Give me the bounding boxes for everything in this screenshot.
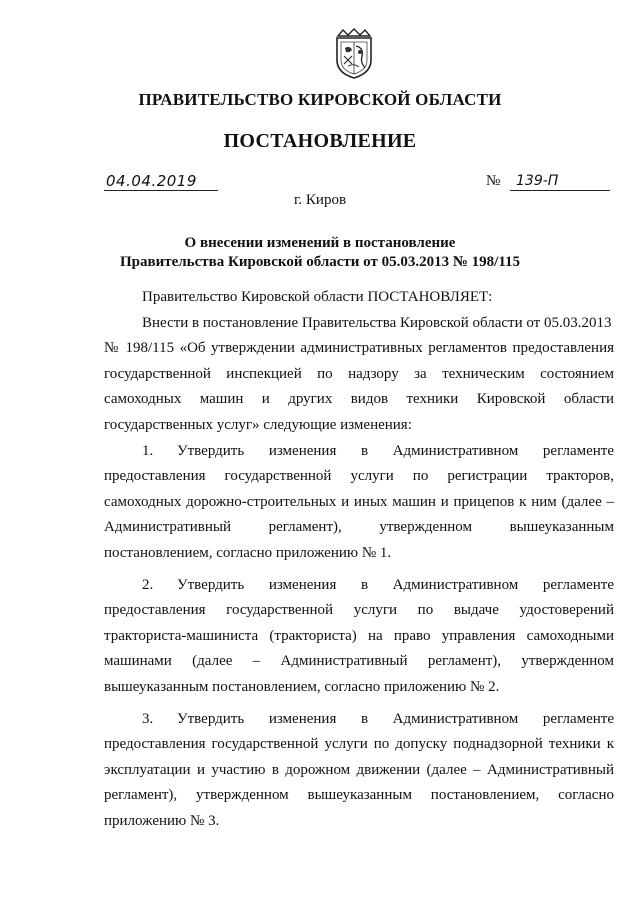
lead-line: Внести в постановление Правительства Кировской области от 05.03.2013 (142, 314, 612, 331)
lead-line: государственной инспекцией по надзору за техническим состоянием (104, 365, 614, 382)
item-line: регламент), утвержденном вышеуказанным постановлением, согласно (104, 787, 614, 804)
document-date: 04.04.2019 (104, 172, 218, 191)
document-number (486, 172, 614, 191)
organization-name: ПРАВИТЕЛЬСТВО КИРОВСКОЙ ОБЛАСТИ (138, 90, 502, 109)
lead-line: № 198/115 «Об утверждении административных регламентов предоставления (104, 340, 614, 357)
city-name: г. Киров (293, 192, 347, 208)
lead-line: государственных услуг» следующие изменения: (104, 416, 412, 433)
number-value: 139-П (510, 172, 610, 191)
list-item (104, 707, 614, 733)
list-item (104, 573, 614, 599)
item-line: предоставления государственной услуги по регистрации тракторов, (104, 468, 614, 485)
list-item (104, 439, 614, 465)
item-line: приложению № 3. (104, 812, 220, 829)
item-line: машинами (далее – Административный регламент), утвержденном (104, 653, 614, 670)
item-first-line: Утвердить изменения в Административном регламенте (177, 576, 614, 593)
title-line: Правительства Кировской области от 05.03.2013 № 198/115 (119, 254, 521, 270)
item-line: предоставления государственной услуги по допуску поднадзорной техники к (104, 736, 614, 753)
document-body (104, 285, 614, 834)
lead-line: самоходных машин и других видов техники Кировской области (104, 391, 614, 408)
item-line: тракториста-машиниста (тракториста) на право управления самоходными (104, 627, 614, 644)
item-line: эксплуатации и участию в дорожном движении (далее – Административный (104, 761, 614, 778)
item-first-line: Утвердить изменения в Административном регламенте (177, 442, 614, 459)
item-number: 1. (142, 442, 154, 459)
item-line: вышеуказанным постановлением, согласно приложению № 2. (104, 678, 500, 695)
document-title (0, 234, 640, 272)
item-number: 2. (142, 576, 154, 593)
item-line: предоставления государственной услуги по выдаче удостоверений (104, 602, 614, 619)
item-line: самоходных дорожно-строительных и иных машин и прицепов к ним (далее – (104, 493, 614, 510)
item-line: постановлением, согласно приложению № 1. (104, 544, 392, 561)
coat-of-arms-icon (332, 26, 376, 80)
item-number: 3. (142, 710, 154, 727)
intro-paragraph: Правительство Кировской области ПОСТАНОВЛЯЕТ: (142, 289, 493, 305)
item-line: Административный регламент), утвержденном вышеуказанным (104, 519, 614, 536)
number-sign: № (486, 173, 501, 189)
title-line: О внесении изменений в постановление (184, 235, 456, 251)
item-first-line: Утвердить изменения в Административном регламенте (177, 710, 614, 727)
document-type: ПОСТАНОВЛЕНИЕ (223, 130, 417, 152)
